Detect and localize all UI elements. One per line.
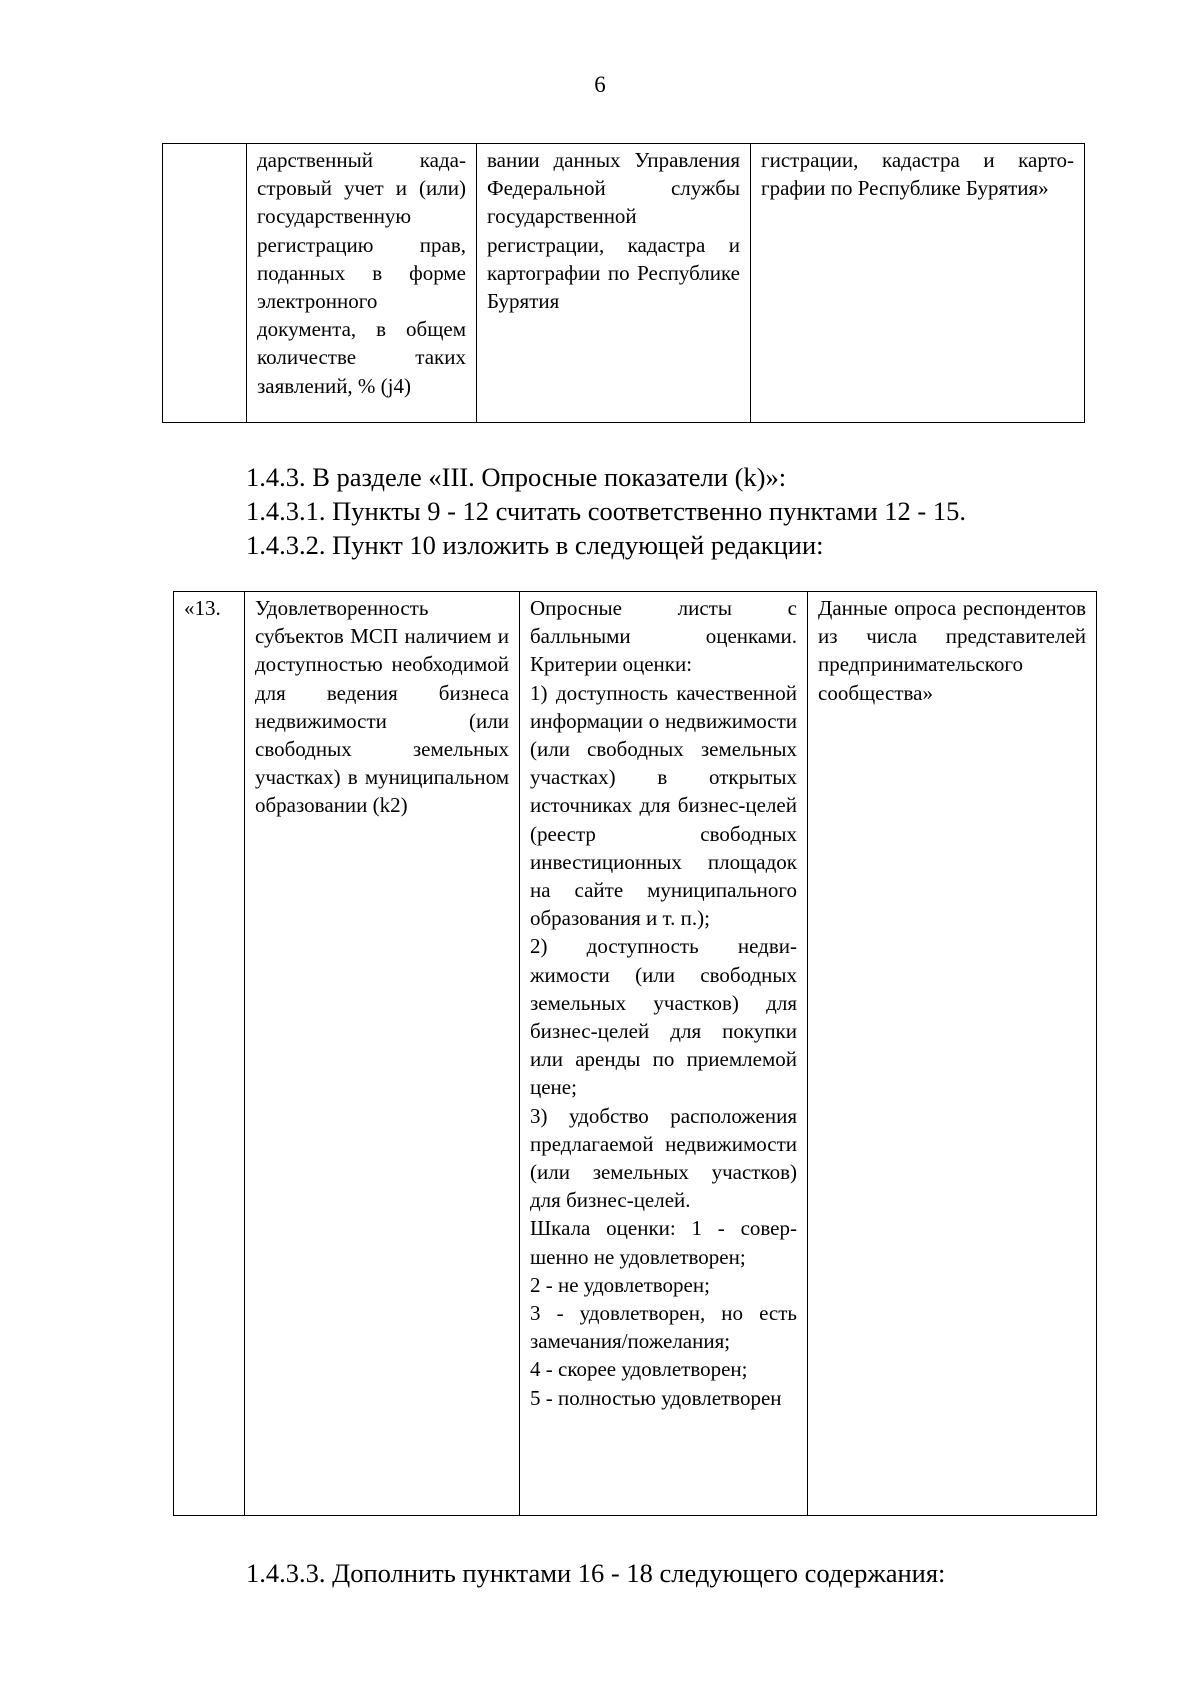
criterion-1: 1) доступность качественной информации о недвижимости (или свободных земельных участках) в открытых источниках для бизнес-целей (реестр свободных инвестиционных площадок на сайте муниципального образования и т. п.); (530, 680, 797, 931)
method-cell: вании данных Управления Федеральной службы государственной регистрации, кадастра и картографии по Республике Бурятия (477, 144, 751, 423)
row-number-cell: «13. (174, 592, 245, 1516)
indicator-cell: Удовлетворенность субъектов МСП наличием и доступностью необходимой для ведения бизнеса недвижимости (или свободных земельных участках) в муниципальном образовании (k2) (245, 592, 520, 1516)
survey-indicator-table (173, 591, 1097, 1516)
row-number-cell (163, 144, 247, 423)
criterion-2: 2) доступность недвижимости (или свободных земельных участков) для бизнес-целей для покупки или аренды по приемлемой цене; (530, 934, 797, 1100)
scale-item-3: 3 - удовлетворен, но есть замечания/пожелания; (530, 1301, 797, 1354)
page-number: 6 (594, 72, 606, 97)
paragraph-1-4-3-2: 1.4.3.2. Пункт 10 изложить в следующей редакции: (246, 530, 824, 560)
indicator-cell: дарственный кадастровый учет и (или) государственную регистрацию прав, поданных в форме электронного документа, в общем количестве таких заявлений, % (j4) (247, 144, 477, 423)
paragraph-1-4-3: 1.4.3. В разделе «III. Опросные показатели (k)»: (246, 462, 787, 492)
scale-item-4: 4 - скорее удовлетворен; (530, 1357, 748, 1382)
scale-item-2: 2 - не удовлетворен; (530, 1272, 710, 1297)
indicator-table-continued (162, 143, 1085, 423)
paragraph-1-4-3-1: 1.4.3.1. Пункты 9 - 12 считать соответственно пунктами 12 - 15. (246, 496, 966, 526)
source-cell: Данные опроса респондентов из числа представителей предпринимательского сообщества» (808, 592, 1097, 1516)
paragraph-1-4-3-3: 1.4.3.3. Дополнить пунктами 16 - 18 следующего содержания: (246, 1558, 946, 1588)
table-row (163, 144, 1085, 423)
source-cell: гистрации, кадастра и картографии по Республике Бурятия» (751, 144, 1085, 423)
scale-item-1: Шкала оценки: 1 - совершенно не удовлетворен; (530, 1216, 797, 1269)
criterion-3: 3) удобство расположения предлагаемой недвижимости (или земельных участков) для бизнес-целей. (530, 1103, 797, 1213)
method-intro: Опросные листы с балльными оценками. Критерии оценки: (530, 596, 797, 677)
table-row (174, 592, 1097, 1516)
scale-item-5: 5 - полностью удовлетворен (530, 1385, 782, 1410)
method-cell (520, 592, 808, 1516)
